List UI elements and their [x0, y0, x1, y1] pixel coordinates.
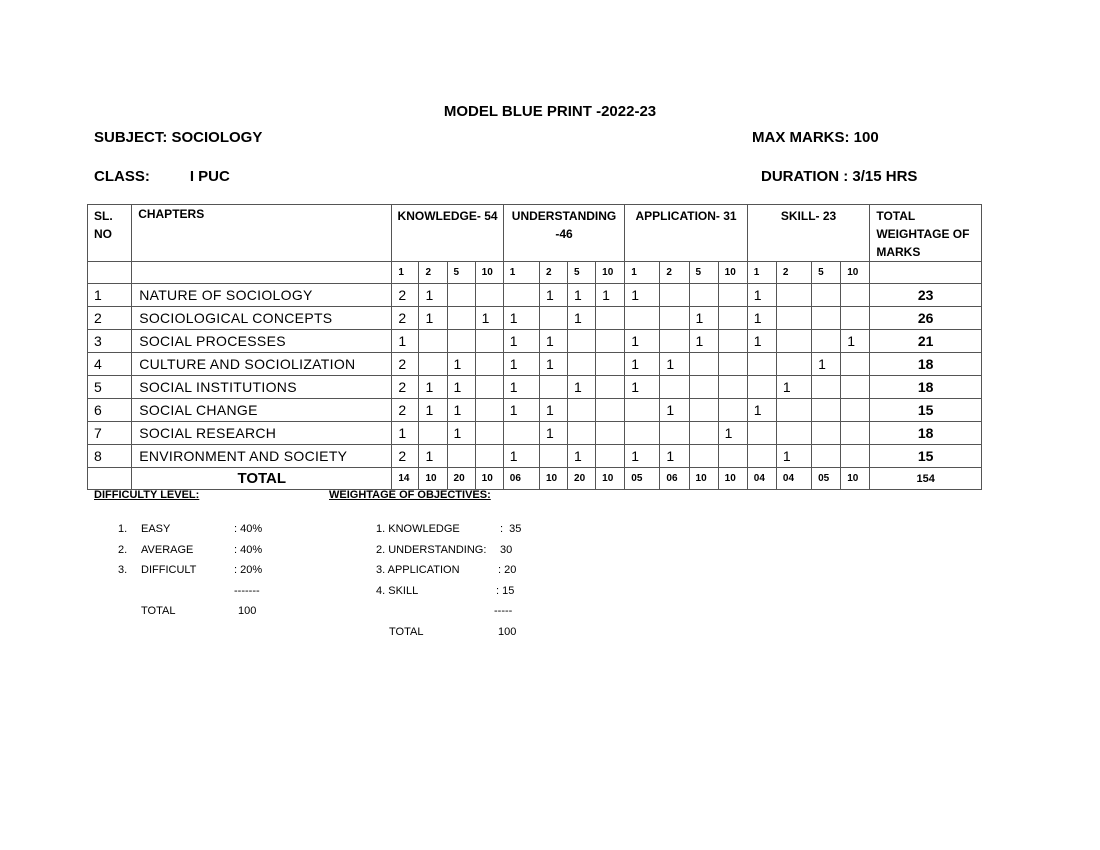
row-count-cell — [596, 422, 625, 445]
row-count-cell — [718, 353, 747, 376]
total-count-cell: 10 — [718, 468, 747, 490]
row-count-cell: 1 — [503, 399, 539, 422]
row-count-cell — [625, 399, 660, 422]
row-count-cell: 1 — [419, 284, 447, 307]
row-count-cell — [596, 399, 625, 422]
row-chapter: CULTURE AND SOCIOLIZATION — [132, 353, 392, 376]
row-count-cell — [841, 422, 870, 445]
header-sl-no: SL. NO — [88, 205, 132, 262]
row-sl-no: 6 — [88, 399, 132, 422]
subheader-marks: 2 — [776, 262, 811, 284]
row-count-cell — [812, 376, 841, 399]
class-label: CLASS: I PUC — [94, 168, 230, 185]
row-count-cell — [718, 284, 747, 307]
row-count-cell: 1 — [689, 307, 718, 330]
row-count-cell: 1 — [660, 399, 689, 422]
table-row — [88, 307, 982, 330]
row-count-cell: 1 — [475, 307, 503, 330]
row-total: 26 — [870, 307, 982, 330]
row-count-cell: 1 — [539, 422, 567, 445]
row-count-cell — [841, 445, 870, 468]
row-count-cell: 2 — [392, 284, 419, 307]
row-count-cell: 1 — [419, 307, 447, 330]
total-count-cell: 10 — [419, 468, 447, 490]
table-header-row — [88, 205, 982, 262]
total-count-cell: 05 — [625, 468, 660, 490]
row-count-cell — [503, 284, 539, 307]
subheader-marks: 5 — [812, 262, 841, 284]
total-count-cell: 20 — [447, 468, 475, 490]
subheader-marks: 2 — [419, 262, 447, 284]
row-count-cell: 1 — [539, 284, 567, 307]
row-count-cell — [812, 399, 841, 422]
subheader-blank — [870, 262, 982, 284]
row-total: 15 — [870, 445, 982, 468]
difficulty-total-label: TOTAL — [141, 605, 176, 617]
grand-total: 154 — [870, 468, 982, 490]
total-count-cell: 06 — [660, 468, 689, 490]
subheader-marks: 10 — [718, 262, 747, 284]
row-count-cell — [776, 284, 811, 307]
objective-item: 3. APPLICATION : 20 — [376, 564, 517, 576]
total-count-cell: 06 — [503, 468, 539, 490]
row-count-cell: 1 — [596, 284, 625, 307]
row-chapter: NATURE OF SOCIOLOGY — [132, 284, 392, 307]
row-count-cell — [689, 399, 718, 422]
objectives-rule-row — [376, 605, 576, 626]
row-chapter: SOCIAL RESEARCH — [132, 422, 392, 445]
difficulty-heading: DIFFICULTY LEVEL: — [94, 489, 200, 501]
row-count-cell: 1 — [503, 307, 539, 330]
table-subheader-row — [88, 262, 982, 284]
row-count-cell — [596, 330, 625, 353]
row-count-cell — [447, 330, 475, 353]
row-count-cell — [568, 422, 596, 445]
row-count-cell — [475, 445, 503, 468]
subheader-marks: 5 — [568, 262, 596, 284]
row-count-cell — [841, 399, 870, 422]
row-count-cell — [539, 445, 567, 468]
row-count-cell: 2 — [392, 399, 419, 422]
row-count-cell — [503, 422, 539, 445]
subheader-marks: 1 — [503, 262, 539, 284]
row-count-cell — [475, 422, 503, 445]
row-count-cell: 1 — [447, 422, 475, 445]
row-count-cell — [568, 330, 596, 353]
table-row — [88, 399, 982, 422]
difficulty-list — [118, 523, 318, 626]
table-row — [88, 330, 982, 353]
row-sl-no: 2 — [88, 307, 132, 330]
row-count-cell — [419, 330, 447, 353]
row-count-cell: 1 — [660, 445, 689, 468]
row-chapter: SOCIAL PROCESSES — [132, 330, 392, 353]
row-count-cell: 2 — [392, 307, 419, 330]
row-count-cell — [747, 353, 776, 376]
row-count-cell: 1 — [503, 376, 539, 399]
row-count-cell: 1 — [568, 445, 596, 468]
row-count-cell — [447, 307, 475, 330]
total-count-cell: 14 — [392, 468, 419, 490]
table-row — [88, 422, 982, 445]
total-count-cell: 05 — [812, 468, 841, 490]
header-group: UNDERSTANDING -46 — [503, 205, 625, 262]
total-count-cell: 10 — [841, 468, 870, 490]
header-group: APPLICATION- 31 — [625, 205, 748, 262]
row-count-cell — [747, 445, 776, 468]
row-count-cell — [447, 445, 475, 468]
table-row — [88, 376, 982, 399]
row-count-cell: 1 — [419, 399, 447, 422]
row-count-cell — [841, 353, 870, 376]
row-count-cell — [596, 445, 625, 468]
row-count-cell: 1 — [718, 422, 747, 445]
row-count-cell: 1 — [539, 353, 567, 376]
row-count-cell — [625, 307, 660, 330]
row-sl-no: 5 — [88, 376, 132, 399]
total-count-cell: 04 — [776, 468, 811, 490]
row-count-cell — [596, 376, 625, 399]
row-count-cell: 1 — [625, 376, 660, 399]
row-count-cell — [660, 376, 689, 399]
row-count-cell — [776, 307, 811, 330]
table-row — [88, 284, 982, 307]
objective-item: 4. SKILL : 15 — [376, 584, 515, 597]
row-count-cell: 1 — [747, 399, 776, 422]
total-count-cell: 10 — [475, 468, 503, 490]
row-count-cell: 1 — [392, 330, 419, 353]
objective-item: 1. KNOWLEDGE : 35 — [376, 523, 522, 535]
header-chapters: CHAPTERS — [132, 205, 392, 262]
row-chapter: ENVIRONMENT AND SOCIETY — [132, 445, 392, 468]
row-count-cell: 1 — [568, 376, 596, 399]
difficulty-total-row — [118, 605, 318, 626]
row-count-cell — [747, 422, 776, 445]
row-count-cell — [812, 330, 841, 353]
subheader-marks: 10 — [841, 262, 870, 284]
row-count-cell: 1 — [568, 307, 596, 330]
row-count-cell — [660, 284, 689, 307]
row-sl-no: 8 — [88, 445, 132, 468]
subheader-blank — [132, 262, 392, 284]
row-total: 18 — [870, 353, 982, 376]
header-group: SKILL- 23 — [747, 205, 870, 262]
row-count-cell — [596, 307, 625, 330]
subheader-marks: 10 — [596, 262, 625, 284]
row-count-cell — [812, 445, 841, 468]
row-count-cell: 1 — [841, 330, 870, 353]
row-count-cell: 1 — [776, 445, 811, 468]
row-count-cell — [776, 353, 811, 376]
table-row — [88, 353, 982, 376]
row-count-cell — [660, 330, 689, 353]
row-count-cell — [776, 399, 811, 422]
row-total: 21 — [870, 330, 982, 353]
row-sl-no: 3 — [88, 330, 132, 353]
row-count-cell: 1 — [503, 330, 539, 353]
row-count-cell: 1 — [447, 376, 475, 399]
row-count-cell: 1 — [539, 330, 567, 353]
row-count-cell: 1 — [503, 353, 539, 376]
objectives-total-value: 100 — [498, 625, 517, 638]
subheader-marks: 5 — [447, 262, 475, 284]
row-count-cell — [596, 353, 625, 376]
row-count-cell: 1 — [747, 284, 776, 307]
row-count-cell: 2 — [392, 353, 419, 376]
page-title: MODEL BLUE PRINT -2022-23 — [443, 103, 657, 120]
row-count-cell — [689, 422, 718, 445]
row-total: 15 — [870, 399, 982, 422]
difficulty-rule: ------- — [234, 584, 260, 597]
row-count-cell: 1 — [625, 353, 660, 376]
row-count-cell: 1 — [625, 330, 660, 353]
row-sl-no: 7 — [88, 422, 132, 445]
row-count-cell — [475, 330, 503, 353]
row-count-cell: 1 — [539, 399, 567, 422]
row-chapter: SOCIOLOGICAL CONCEPTS — [132, 307, 392, 330]
row-count-cell: 1 — [568, 284, 596, 307]
row-count-cell — [568, 353, 596, 376]
objective-item: 2. UNDERSTANDING: 30 — [376, 543, 513, 556]
row-count-cell: 1 — [419, 445, 447, 468]
row-total: 23 — [870, 284, 982, 307]
subheader-blank — [88, 262, 132, 284]
objectives-total-row — [376, 626, 576, 647]
row-count-cell — [475, 376, 503, 399]
row-count-cell — [689, 284, 718, 307]
total-count-cell: 04 — [747, 468, 776, 490]
row-count-cell: 1 — [776, 376, 811, 399]
row-count-cell — [776, 422, 811, 445]
total-count-cell: 10 — [539, 468, 567, 490]
row-total: 18 — [870, 422, 982, 445]
subheader-marks: 1 — [625, 262, 660, 284]
subheader-marks: 2 — [539, 262, 567, 284]
total-count-cell: 10 — [596, 468, 625, 490]
subheader-marks: 1 — [747, 262, 776, 284]
max-marks-label: MAX MARKS: 100 — [752, 129, 879, 146]
row-count-cell: 1 — [392, 422, 419, 445]
subject-label: SUBJECT: SOCIOLOGY — [94, 129, 263, 146]
row-sl-no: 1 — [88, 284, 132, 307]
row-count-cell — [660, 307, 689, 330]
blueprint-table — [87, 204, 982, 490]
row-count-cell: 2 — [392, 445, 419, 468]
objectives-list — [376, 523, 576, 646]
row-count-cell: 1 — [625, 445, 660, 468]
header-group: KNOWLEDGE- 54 — [392, 205, 503, 262]
row-count-cell — [539, 307, 567, 330]
subheader-marks: 5 — [689, 262, 718, 284]
row-count-cell: 1 — [660, 353, 689, 376]
row-count-cell — [689, 445, 718, 468]
table-row — [88, 445, 982, 468]
total-label: TOTAL — [132, 468, 392, 490]
row-count-cell — [718, 399, 747, 422]
row-count-cell — [419, 422, 447, 445]
row-count-cell — [776, 330, 811, 353]
row-count-cell — [718, 307, 747, 330]
row-count-cell — [475, 353, 503, 376]
row-count-cell — [812, 422, 841, 445]
row-count-cell — [447, 284, 475, 307]
row-count-cell — [419, 353, 447, 376]
total-blank — [88, 468, 132, 490]
row-count-cell: 1 — [625, 284, 660, 307]
row-count-cell — [475, 399, 503, 422]
row-total: 18 — [870, 376, 982, 399]
row-count-cell — [841, 307, 870, 330]
row-chapter: SOCIAL CHANGE — [132, 399, 392, 422]
row-count-cell — [747, 376, 776, 399]
header-total-weightage: TOTAL WEIGHTAGE OF MARKS — [870, 205, 982, 262]
row-count-cell — [475, 284, 503, 307]
duration-label: DURATION : 3/15 HRS — [761, 168, 918, 185]
subheader-marks: 2 — [660, 262, 689, 284]
row-count-cell — [812, 284, 841, 307]
row-count-cell — [539, 376, 567, 399]
row-count-cell — [625, 422, 660, 445]
row-count-cell — [689, 376, 718, 399]
subheader-marks: 1 — [392, 262, 419, 284]
objectives-heading: WEIGHTAGE OF OBJECTIVES: — [329, 489, 491, 501]
objectives-total-label: TOTAL — [389, 625, 424, 638]
difficulty-item: 2. AVERAGE : 40% — [118, 543, 263, 556]
class-value: I PUC — [189, 168, 230, 185]
row-count-cell: 1 — [747, 307, 776, 330]
difficulty-item: 1. EASY : 40% — [118, 523, 263, 535]
subheader-marks: 10 — [475, 262, 503, 284]
row-count-cell: 1 — [419, 376, 447, 399]
row-count-cell: 1 — [689, 330, 718, 353]
difficulty-total-value: 100 — [238, 605, 257, 617]
row-count-cell: 1 — [503, 445, 539, 468]
row-count-cell: 1 — [447, 399, 475, 422]
row-count-cell: 2 — [392, 376, 419, 399]
objectives-rule: ----- — [494, 605, 513, 617]
total-count-cell: 10 — [689, 468, 718, 490]
row-count-cell: 1 — [447, 353, 475, 376]
row-count-cell — [660, 422, 689, 445]
row-count-cell — [812, 307, 841, 330]
difficulty-rule-row — [118, 585, 318, 606]
difficulty-item: 3. DIFFICULT : 20% — [118, 564, 263, 576]
total-count-cell: 20 — [568, 468, 596, 490]
row-count-cell — [689, 353, 718, 376]
row-count-cell: 1 — [812, 353, 841, 376]
row-chapter: SOCIAL INSTITUTIONS — [132, 376, 392, 399]
row-sl-no: 4 — [88, 353, 132, 376]
row-count-cell — [718, 445, 747, 468]
row-count-cell — [718, 330, 747, 353]
row-count-cell — [718, 376, 747, 399]
row-count-cell — [568, 399, 596, 422]
table-total-row — [88, 468, 982, 490]
row-count-cell: 1 — [747, 330, 776, 353]
row-count-cell — [841, 284, 870, 307]
row-count-cell — [841, 376, 870, 399]
